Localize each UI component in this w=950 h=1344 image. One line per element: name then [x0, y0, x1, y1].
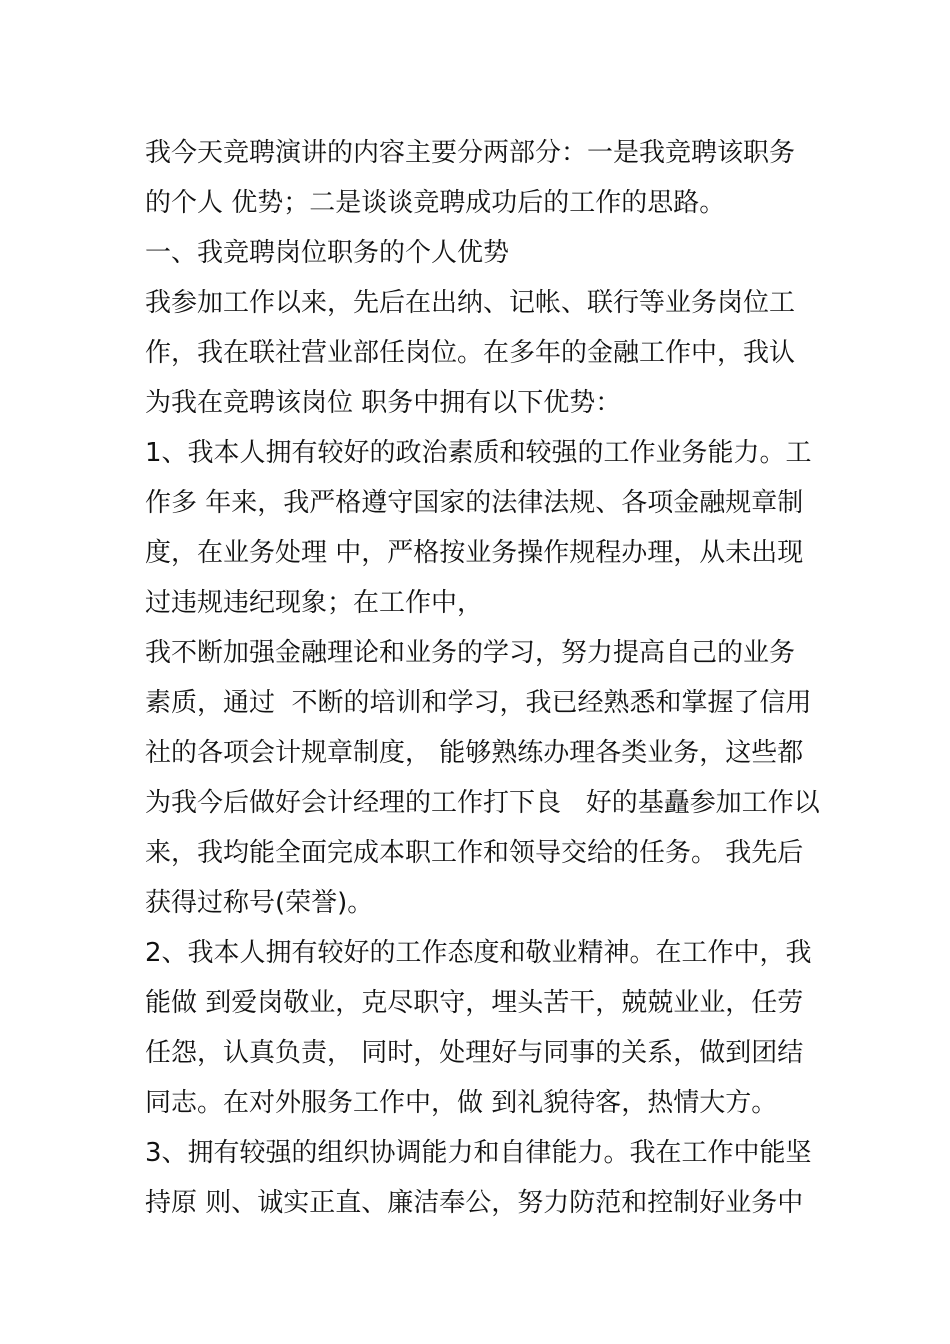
- text-line: 作，我在联社营业部任岗位。在多年的金融工作中，我认: [145, 338, 796, 368]
- text-line: 我今天竞聘演讲的内容主要分两部分：一是我竞聘该职务: [145, 138, 796, 168]
- text-line: 为我在竞聘该岗位 职务中拥有以下优势：: [145, 388, 622, 418]
- section-heading: 一、我竞聘岗位职务的个人优势: [145, 238, 510, 268]
- text-line: 素质，通过 不断的培训和学习，我已经熟悉和掌握了信用: [145, 688, 812, 718]
- text-line: 我参加工作以来，先后在出纳、记帐、联行等业务岗位工: [145, 288, 796, 318]
- text-line: 作多 年来，我严格遵守国家的法律法规、各项金融规章制: [145, 488, 804, 518]
- text-line: 任怨，认真负责， 同时，处理好与同事的关系，做到团结: [145, 1038, 804, 1068]
- text-line: 我不断加强金融理论和业务的学习，努力提高自己的业务: [145, 638, 796, 668]
- text-line: 2、我本人拥有较好的工作态度和敬业精神。在工作中，我: [145, 938, 812, 968]
- text-line: 同志。在对外服务工作中，做 到礼貌待客，热情大方。: [145, 1088, 778, 1118]
- text-line: 3、拥有较强的组织协调能力和自律能力。我在工作中能坚: [145, 1138, 812, 1168]
- text-line: 能做 到爱岗敬业，克尽职守，埋头苦干，兢兢业业，任劳: [145, 988, 804, 1018]
- text-line: 来，我均能全面完成本职工作和领导交给的任务。 我先后: [145, 838, 804, 868]
- text-line: 获得过称号(荣誉)。: [145, 888, 374, 918]
- text-line: 社的各项会计规章制度， 能够熟练办理各类业务，这些都: [145, 738, 804, 768]
- text-line: 的个人 优势；二是谈谈竞聘成功后的工作的思路。: [145, 188, 726, 218]
- text-line: 为我今后做好会计经理的工作打下良 好的基矗参加工作以: [145, 788, 820, 818]
- text-line: 度，在业务处理 中，严格按业务操作规程办理，从未出现: [145, 538, 804, 568]
- document-body: [145, 128, 820, 1228]
- text-line: 过违规违纪现象；在工作中，: [145, 588, 484, 618]
- text-line: 持原 则、诚实正直、廉洁奉公，努力防范和控制好业务中: [145, 1188, 804, 1218]
- text-line: 1、我本人拥有较好的政治素质和较强的工作业务能力。工: [145, 438, 812, 468]
